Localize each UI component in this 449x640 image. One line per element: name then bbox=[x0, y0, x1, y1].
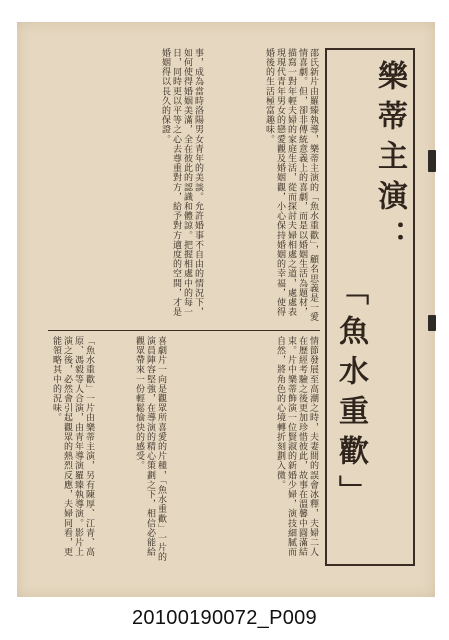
edge-mark bbox=[428, 150, 436, 172]
edge-mark bbox=[428, 315, 436, 331]
article-column-upper-left: 事，成為當時洛陽男女青年的美談。允許婚事不自由的情況下，如何使得婚姻美滿，全在彼此的認識和體諒。把握相處中的每一日，同時更以平等之心去尊重對方，給予對方適度的空間，才是婚姻得以長久的保證。 bbox=[160, 48, 203, 317]
article-title-film: 「魚水重歡」 bbox=[333, 275, 368, 515]
article-column-lower-left: 喜劇片一向是觀眾所喜愛的片種，「魚水重歡」一片的演員陣容堅強，在導演的精心策劃之下，相信必能給觀眾帶來一份輕鬆愉快的感受。 bbox=[134, 336, 166, 562]
article-column-bottom: 「魚水重歡」一片由樂蒂主演，另有陳厚、江青、高原、馮毅等人合演，由青年導演羅臻執導演。影片上演之後，必然會引起觀眾的熱烈反應，夫婦同看，更能領略其中的況味。 bbox=[51, 336, 94, 557]
column-divider bbox=[48, 330, 320, 331]
article-column-mid: 情節發展至高潮之時，夫妻間的誤會冰釋，夫婦二人在歷經考驗之後更加珍惜彼此，故事在溫馨中圓滿結束。片中樂蒂飾演一位賢淑的新婚少婦，演技細膩而自然，將角色的心境轉折刻劃入微。 bbox=[275, 336, 318, 557]
image-caption: 20100190072_P009 bbox=[132, 607, 317, 629]
article-title-main: 樂蒂主演： bbox=[372, 60, 407, 260]
article-column-top: 邵氏新片由羅臻執導，樂蒂主演的「魚水重歡」，顧名思義是一愛情喜劇。但，卻非傳統意義上的喜劇，而是以婚姻生活為題材，描寫一對年輕夫婦的家庭生活，從而探討夫婦相處之道，處處表現現代青年男女的戀愛觀及婚姻觀，小心保持婚姻的幸福，使得婚後的生活極富趣味。 bbox=[264, 48, 318, 322]
